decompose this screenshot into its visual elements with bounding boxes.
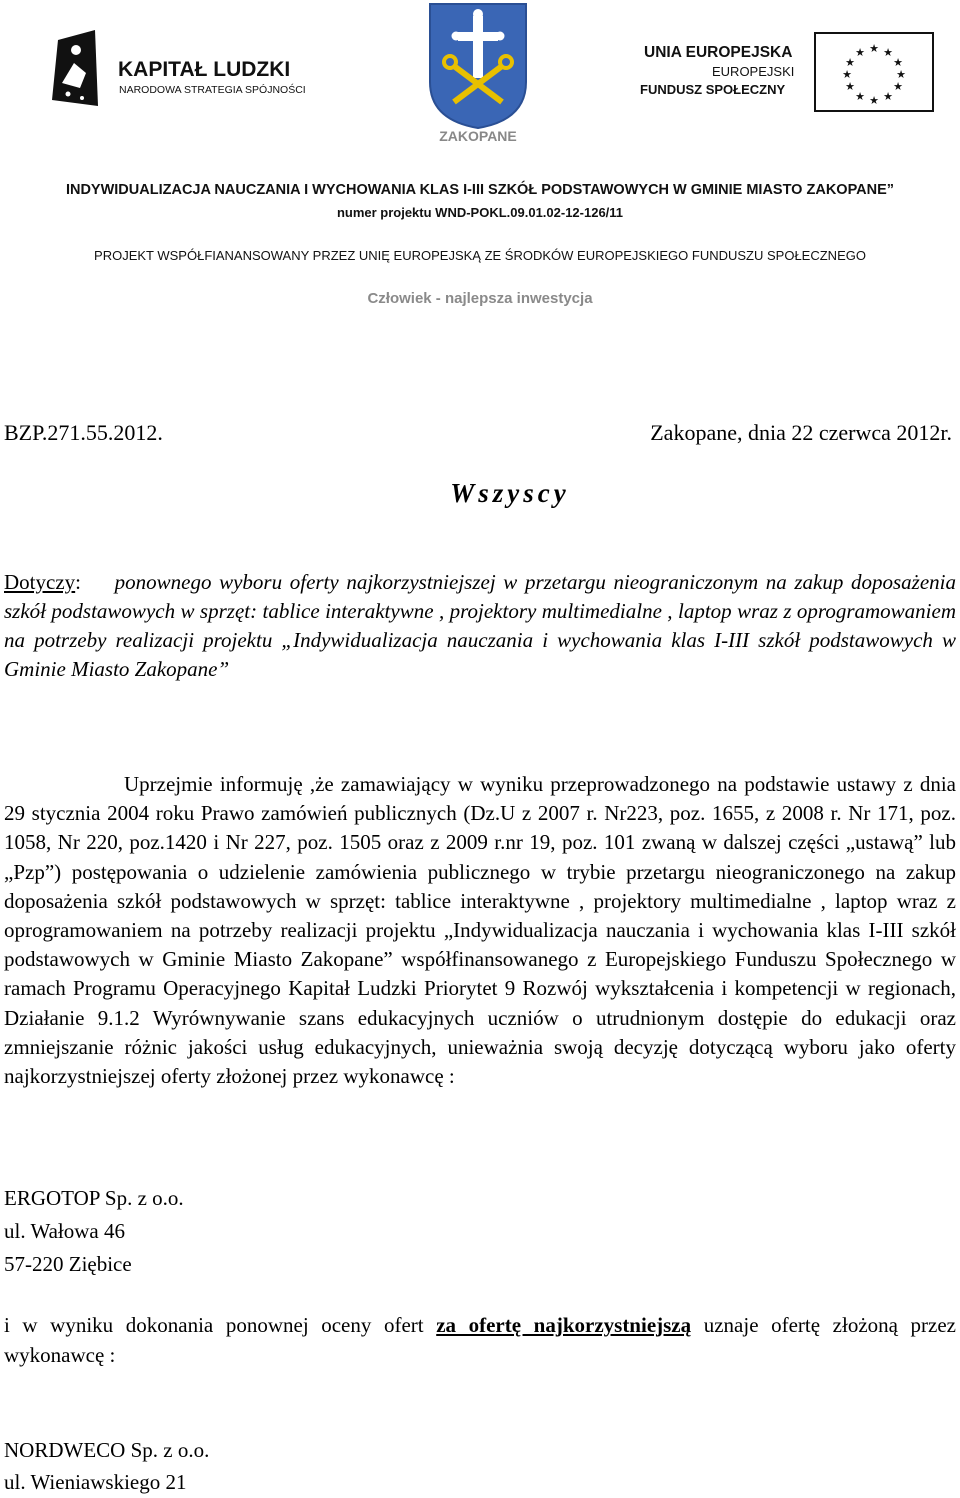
company2-street: ul. Wieniawskiego 21 [4,1470,187,1494]
reference-number: BZP.271.55.2012. [4,420,163,445]
result-pre: i w wyniku dokonania ponownej oceny ofert [4,1313,437,1337]
cofinancing-note: PROJEKT WSPÓŁFIANANSOWANY PRZEZ UNIĘ EUROPEJSKĄ ZE ŚRODKÓW EUROPEJSKIEGO FUNDUSZU SPOŁECZNEGO [94,248,866,263]
svg-text:★: ★ [893,56,903,69]
company1-name: ERGOTOP Sp. z o.o. [4,1186,184,1210]
body-text: Uprzejmie informuję ,że zamawiający w wyniku przeprowadzonego na podstawie ustawy z dnia 29 stycznia 2004 roku Prawo zamówień publicznych (Dz.U z 2007 r. Nr223, poz. 1655, z 2008 r. Nr 171, poz. 1058, Nr 220, poz.1420 i Nr 227, poz. 1505 oraz z 2009 r.nr 19, poz. 101 zwaną w dalszej części „ustawą” lub „Pzp”) postępowania o udzielenie zamówienia publicznego w trybie przetargu nieograniczonego na zakup doposażenia szkół podstawowych w sprzęt: tablice interaktywne , projektory multimedialne , laptop wraz z oprogramowaniem na potrzeby realizacji projektu „Indywidualizacja nauczania i wychowania klas I-III szkół podstawowych w Gminie Miasto Zakopane” współfinansowanego z Europejskiego Funduszu Społecznego w ramach Programu Operacyjnego Kapitał Ludzki Priorytet 9 Rozwój wykształcenia i kompetencji w regionach, Działanie 9.1.2 Wyrównywanie szans edukacyjnych uczniów o utrudnionym dostępie do edukacji oraz zmniejszanie różnic jakości usług edukacyjnych, unieważnia swoją decyzję dotyczącą wyboru jako oferty najkorzystniejszej oferty złożonej przez wykonawcę : [4,772,956,1089]
result-paragraph [4,1310,956,1370]
svg-text:★: ★ [896,68,906,81]
svg-text:★: ★ [883,46,893,59]
company1-address [4,1182,184,1281]
result-bold: za ofertę najkorzystniejszą [436,1313,692,1337]
body-paragraph [4,770,956,1091]
kapital-ludzki-logo [50,28,310,108]
zakopane-coat-of-arms [428,2,528,147]
svg-text:★: ★ [855,90,865,103]
subject-label: Dotyczy [4,570,76,594]
svg-text:★: ★ [893,80,903,93]
svg-text:★: ★ [855,46,865,59]
zakopane-label: ZAKOPANE [439,128,517,144]
svg-text:★: ★ [842,68,852,81]
eu-line2: EUROPEJSKI [712,64,795,79]
company2-address [4,1434,209,1498]
svg-text:★: ★ [845,56,855,69]
company1-street: ul. Wałowa 46 [4,1219,125,1243]
svg-text:★: ★ [883,90,893,103]
project-title: INDYWIDUALIZACJA NAUCZANIA I WYCHOWANIA KLAS I-III SZKÓŁ PODSTAWOWYCH W GMINIE MIASTO ZAKOPANE” [65,182,895,198]
svg-text:★: ★ [869,94,879,107]
letter-date: Zakopane, dnia 22 czerwca 2012r. [650,420,952,445]
company2-name: NORDWECO Sp. z o.o. [4,1438,210,1462]
eu-social-fund-logo [636,32,936,112]
eu-flag-icon [814,32,934,112]
coat-of-arms-icon [428,2,528,130]
addressee: Wszyscy [450,478,570,508]
svg-text:★: ★ [845,80,855,93]
subject-colon: : [75,570,81,594]
result-post: uznaje ofertę złożoną przez wykonawcę : [4,1313,957,1367]
project-number: numer projektu WND-POKL.09.01.02-12-126/11 [336,205,624,220]
subject-text: ponownego wyboru oferty najkorzystniejszej w przetargu nieograniczonym na zakup doposażenia szkół podstawowych w sprzęt: tablice interaktywne , projektory multimedialne , laptop wraz z oprogramowaniem na potrzeby realizacji projektu „Indywidualizacja nauczania i wychowania klas I-III szkół podstawowych w Gminie Miasto Zakopane” [4,570,956,681]
slogan: Człowiek - najlepsza inwestycja [367,290,593,307]
eu-line3: FUNDUSZ SPOŁECZNY [640,82,786,97]
kapital-ludzki-title: KAPITAŁ LUDZKI [118,58,291,81]
subject-paragraph [4,568,956,684]
eu-line1: UNIA EUROPEJSKA [644,44,793,61]
kapital-ludzki-subtitle: NARODOWA STRATEGIA SPÓJNOŚCI [119,84,306,96]
company1-city: 57-220 Ziębice [4,1252,132,1276]
svg-text:★: ★ [869,42,879,55]
